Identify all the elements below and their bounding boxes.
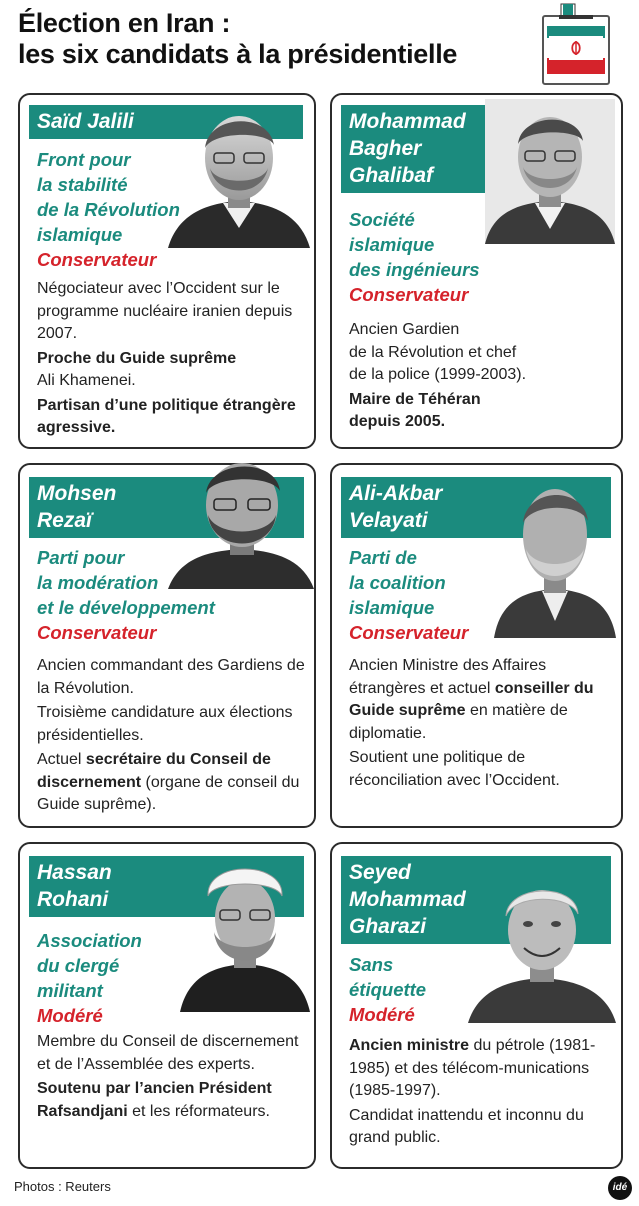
candidate-description: Ancien ministre du pétrole (1981-1985) et des télécom-munications (1985-1997). Candidat inattendu et inconnu du grand public. <box>349 1037 596 1146</box>
candidate-photo <box>485 99 615 244</box>
candidate-name: Hassan Rohani <box>29 856 304 917</box>
candidate-name: Ali-Akbar Velayati <box>341 477 611 538</box>
candidate-card-ghalibaf <box>330 93 623 449</box>
candidate-name: Saïd Jalili <box>29 105 303 139</box>
candidate-photo <box>494 473 616 638</box>
party-name: Parti de la coalition islamique <box>349 547 446 618</box>
candidate-photo <box>168 103 310 248</box>
party-name: Sans étiquette <box>349 954 427 1000</box>
party-name: Association du clergé militant <box>37 930 142 1001</box>
ballot-box-icon <box>541 2 611 86</box>
political-leaning: Conservateur <box>37 622 157 643</box>
candidate-photo <box>468 868 616 1023</box>
political-leaning: Conservateur <box>37 249 157 270</box>
candidate-card-gharazi <box>330 842 623 1169</box>
candidate-description: Ancien commandant des Gardiens de la Révolution. Troisième candidature aux élections présidentielles. Actuel secrétaire du Conseil de discernement (organe de conseil du Guide suprême). <box>37 657 305 813</box>
page-title: Élection en Iran : les six candidats à la présidentielle <box>18 8 458 69</box>
candidate-description: Ancien Gardien de la Révolution et chef de la police (1999-2003). Maire de Téhéran depuis 2005. <box>349 321 527 430</box>
candidate-description: Négociateur avec l’Occident sur le programme nucléaire iranien depuis 2007. Proche du Guide suprême Ali Khamenei. Partisan d’une politique étrangère agressive. <box>37 280 296 436</box>
candidate-photo <box>180 852 310 1012</box>
political-leaning: Modéré <box>349 1004 415 1025</box>
candidate-description: Ancien Ministre des Affaires étrangères et actuel conseiller du Guide suprême en matière de diplomatie. Soutient une politique de réconciliation avec l’Occident. <box>349 657 594 789</box>
photo-credit: Photos : Reuters <box>14 1179 111 1194</box>
candidate-card-jalili <box>18 93 316 449</box>
candidate-name: Seyed Mohammad Gharazi <box>341 856 611 944</box>
candidate-name: Mohammad Bagher Ghalibaf <box>341 105 609 193</box>
party-name: Front pour la stabilité de la Révolution islamique <box>37 149 180 245</box>
party-name: Parti pour la modération et le développement <box>37 547 215 618</box>
political-leaning: Conservateur <box>349 284 469 305</box>
political-leaning: Conservateur <box>349 622 469 643</box>
candidate-description: Membre du Conseil de discernement et de l’Assemblée des experts. Soutenu par l’ancien Président Rafsandjani et les réformateurs. <box>37 1033 299 1120</box>
candidate-card-velayati <box>330 463 623 828</box>
candidate-card-rohani <box>18 842 316 1169</box>
candidate-name: Mohsen Rezaï <box>29 477 304 538</box>
political-leaning: Modéré <box>37 1005 103 1026</box>
party-name: Société islamique des ingénieurs <box>349 209 480 280</box>
candidate-card-rezai <box>18 463 316 828</box>
publisher-logo: idé <box>608 1176 632 1200</box>
